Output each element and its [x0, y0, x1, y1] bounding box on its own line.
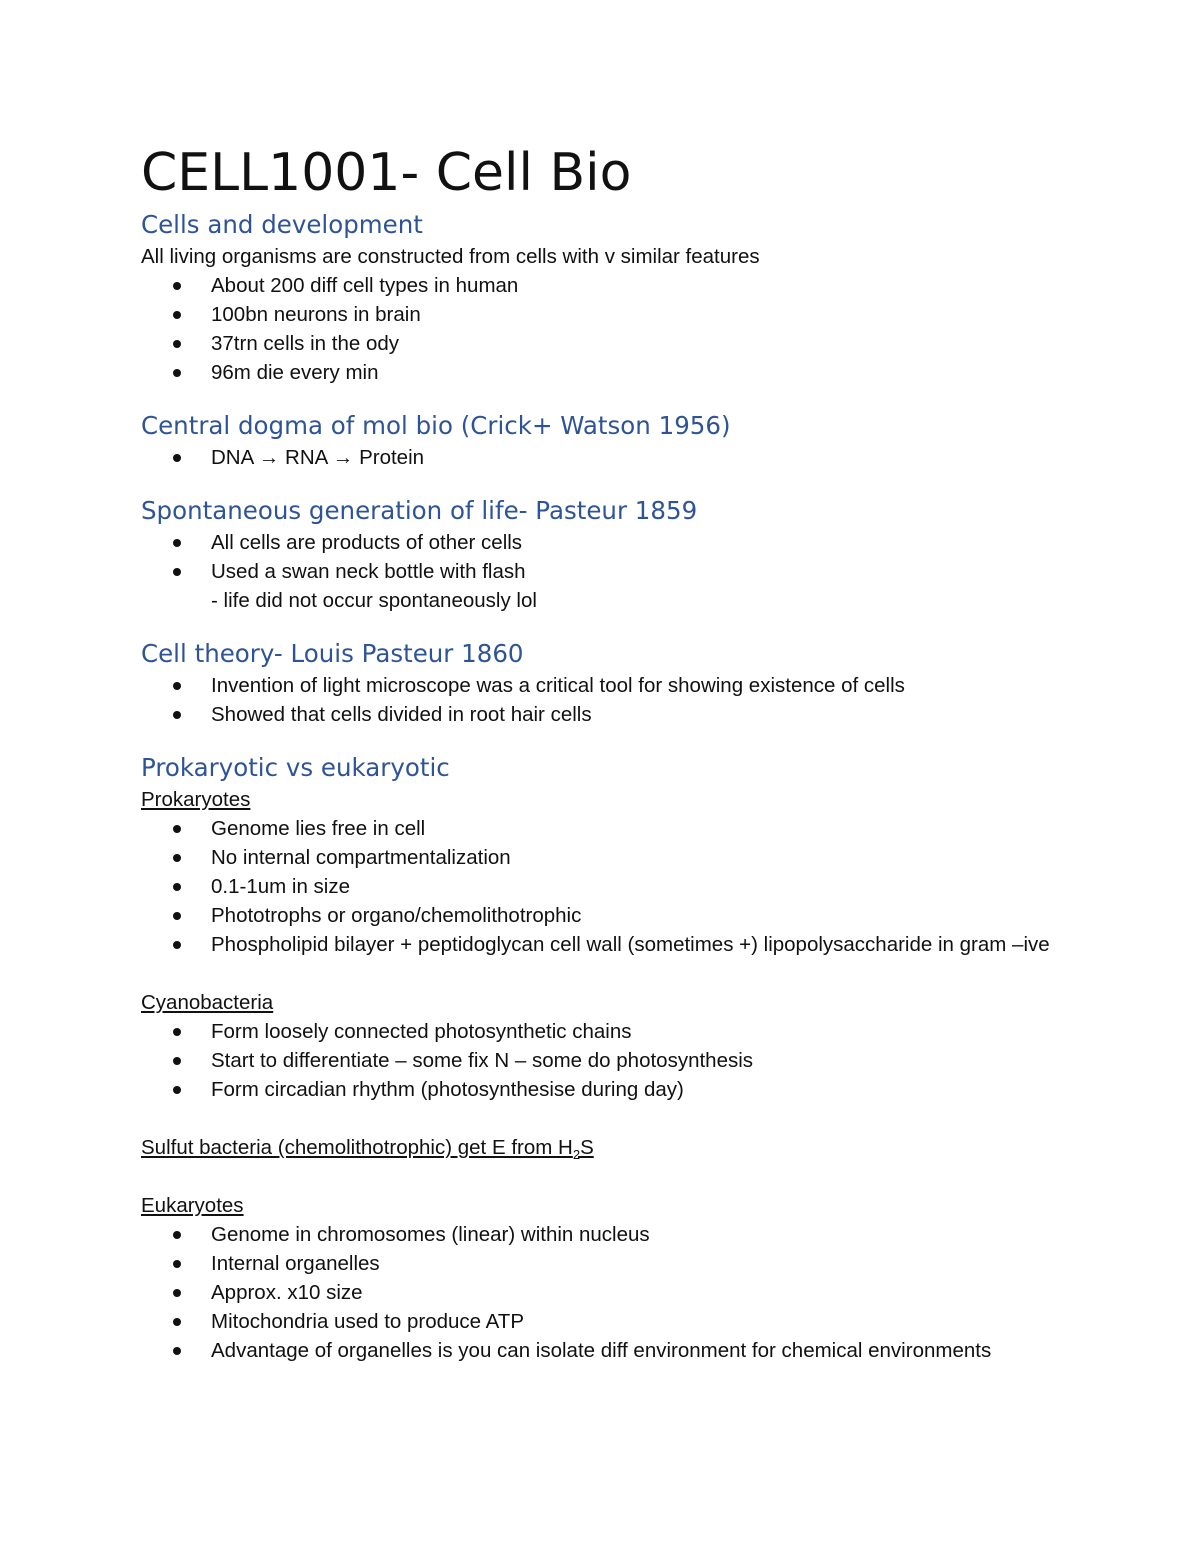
- list-item: Phototrophs or organo/chemolithotrophic: [141, 901, 1091, 930]
- list-item: Internal organelles: [141, 1249, 1091, 1278]
- bullet-icon: [173, 369, 181, 377]
- document-title: CELL1001- Cell Bio: [141, 143, 632, 203]
- bullet-icon: [173, 825, 181, 833]
- bullet-icon: [173, 1318, 181, 1326]
- list-central-dogma: [141, 443, 1091, 472]
- bullet-icon: [173, 854, 181, 862]
- bullet-icon: [173, 454, 181, 462]
- heading-spontaneous-generation: Spontaneous generation of life- Pasteur 1859: [141, 496, 698, 525]
- list-cells-facts: [141, 271, 1091, 387]
- list-item: 0.1-1um in size: [141, 872, 1091, 901]
- bullet-icon: [173, 912, 181, 920]
- bullet-icon: [173, 682, 181, 690]
- bullet-icon: [173, 539, 181, 547]
- bullet-icon: [173, 568, 181, 576]
- heading-cells-development: Cells and development: [141, 210, 423, 239]
- bullet-icon: [173, 1260, 181, 1268]
- bullet-icon: [173, 941, 181, 949]
- list-item: No internal compartmentalization: [141, 843, 1091, 872]
- heading-prok-vs-euk: Prokaryotic vs eukaryotic: [141, 753, 450, 782]
- list-item: Phospholipid bilayer + peptidoglycan cell wall (sometimes +) lipopolysaccharide in gram –ive: [141, 930, 1091, 959]
- list-item: DNA → RNA → Protein: [141, 443, 1091, 472]
- bullet-icon: [173, 282, 181, 290]
- list-item: Showed that cells divided in root hair cells: [141, 700, 1091, 729]
- bullet-icon: [173, 711, 181, 719]
- list-item: Invention of light microscope was a critical tool for showing existence of cells: [141, 671, 1091, 700]
- list-item: Advantage of organelles is you can isolate diff environment for chemical environments: [141, 1336, 1091, 1365]
- bullet-icon: [173, 311, 181, 319]
- bullet-icon: [173, 1231, 181, 1239]
- list-item: All cells are products of other cells: [141, 528, 1091, 557]
- continuation-text: - life did not occur spontaneously lol: [211, 589, 537, 612]
- bullet-icon: [173, 340, 181, 348]
- list-item: Start to differentiate – some fix N – some do photosynthesis: [141, 1046, 1091, 1075]
- bullet-icon: [173, 1028, 181, 1036]
- list-item: 37trn cells in the ody: [141, 329, 1091, 358]
- bullet-icon: [173, 1347, 181, 1355]
- list-item: Mitochondria used to produce ATP: [141, 1307, 1091, 1336]
- list-item: Genome in chromosomes (linear) within nucleus: [141, 1220, 1091, 1249]
- list-item: Genome lies free in cell: [141, 814, 1091, 843]
- sulfur-bacteria-line: Sulfut bacteria (chemolithotrophic) get E from $H_2S$: [141, 1136, 594, 1163]
- bullet-icon: [173, 883, 181, 891]
- heading-central-dogma: Central dogma of mol bio (Crick+ Watson 1956): [141, 411, 731, 440]
- list-item: About 200 diff cell types in human: [141, 271, 1091, 300]
- bullet-icon: [173, 1289, 181, 1297]
- list-item: Approx. x10 size: [141, 1278, 1091, 1307]
- bullet-icon: [173, 1057, 181, 1065]
- list-cell-theory: [141, 671, 1091, 729]
- list-cyanobacteria: [141, 1017, 1091, 1104]
- list-prokaryotes: [141, 814, 1091, 959]
- list-item: 100bn neurons in brain: [141, 300, 1091, 329]
- list-spontaneous: [141, 528, 1091, 586]
- cyanobacteria-label: Cyanobacteria: [141, 991, 274, 1014]
- list-item: Form loosely connected photosynthetic chains: [141, 1017, 1091, 1046]
- document-page: [141, 138, 1091, 1365]
- eukaryotes-label: Eukaryotes: [141, 1194, 244, 1217]
- prokaryotes-label: Prokaryotes: [141, 788, 251, 811]
- list-item: Used a swan neck bottle with flash: [141, 557, 1091, 586]
- list-item: 96m die every min: [141, 358, 1091, 387]
- bullet-icon: [173, 1086, 181, 1094]
- list-item: Form circadian rhythm (photosynthesise during day): [141, 1075, 1091, 1104]
- list-eukaryotes: [141, 1220, 1091, 1365]
- intro-text: All living organisms are constructed from cells with v similar features: [141, 245, 760, 268]
- heading-cell-theory: Cell theory- Louis Pasteur 1860: [141, 639, 524, 668]
